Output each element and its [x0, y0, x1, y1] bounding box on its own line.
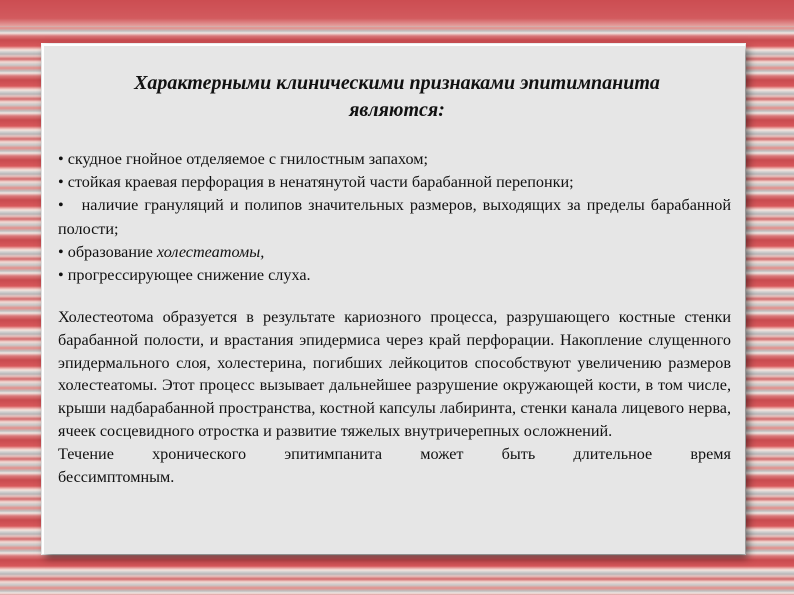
list-item	[58, 264, 731, 287]
list-item	[58, 148, 731, 171]
bullet-marker: •	[58, 266, 64, 285]
bullet-marker: •	[58, 242, 64, 261]
list-item-text: прогрессирующее снижение слуха.	[67, 266, 311, 285]
list-item-text: наличие грануляций и полипов значительных размеров, выходящих за пределы барабанной полости;	[58, 196, 731, 238]
list-item-italic-term: холестеатомы,	[156, 242, 265, 261]
slide-title	[60, 70, 734, 124]
bullet-marker: •	[58, 150, 64, 168]
paragraph-cholesteatoma: Холестеотома образуется в результате кариозного процесса, разрушающего костные стенки барабанной полости, и врастания эпидермиса через край перфорации. Накопление слущенного эпидермального слоя, холестерина, погибших лейкоцитов способствуют увеличению размеров холестеатомы. Этот процесс вызывает дальнейшее разрушение окружающей кости, в том числе, крыши надбарабанной пространства, костной капсулы лабиринта, стенки канала лицевого нерва, ячеек сосцевидного отростка и развитие тяжелых внутричерепных осложнений.	[58, 308, 731, 440]
list-item-text: скудное гнойное отделяемое с гнилостным запахом;	[67, 150, 428, 168]
paragraph-course-line-1: Течение хронического эпитимпанита может быть длительное время	[58, 444, 731, 463]
bullet-marker: •	[58, 173, 64, 192]
bullet-marker: •	[58, 196, 64, 215]
list-item	[58, 194, 731, 240]
title-line-2: являются:	[349, 99, 445, 121]
paragraph-course-line-2: бессимптомным.	[58, 467, 175, 486]
list-item	[58, 241, 731, 264]
description-text	[58, 306, 731, 488]
title-line-1: Характерными клиническими признаками эпитимпанита	[134, 72, 660, 94]
list-item-text: образование	[67, 242, 157, 261]
list-item-text: стойкая краевая перфорация в ненатянутой части барабанной перепонки;	[67, 173, 574, 192]
list-item	[58, 171, 731, 194]
symptom-list	[58, 148, 731, 287]
top-decorative-band	[0, 0, 794, 26]
